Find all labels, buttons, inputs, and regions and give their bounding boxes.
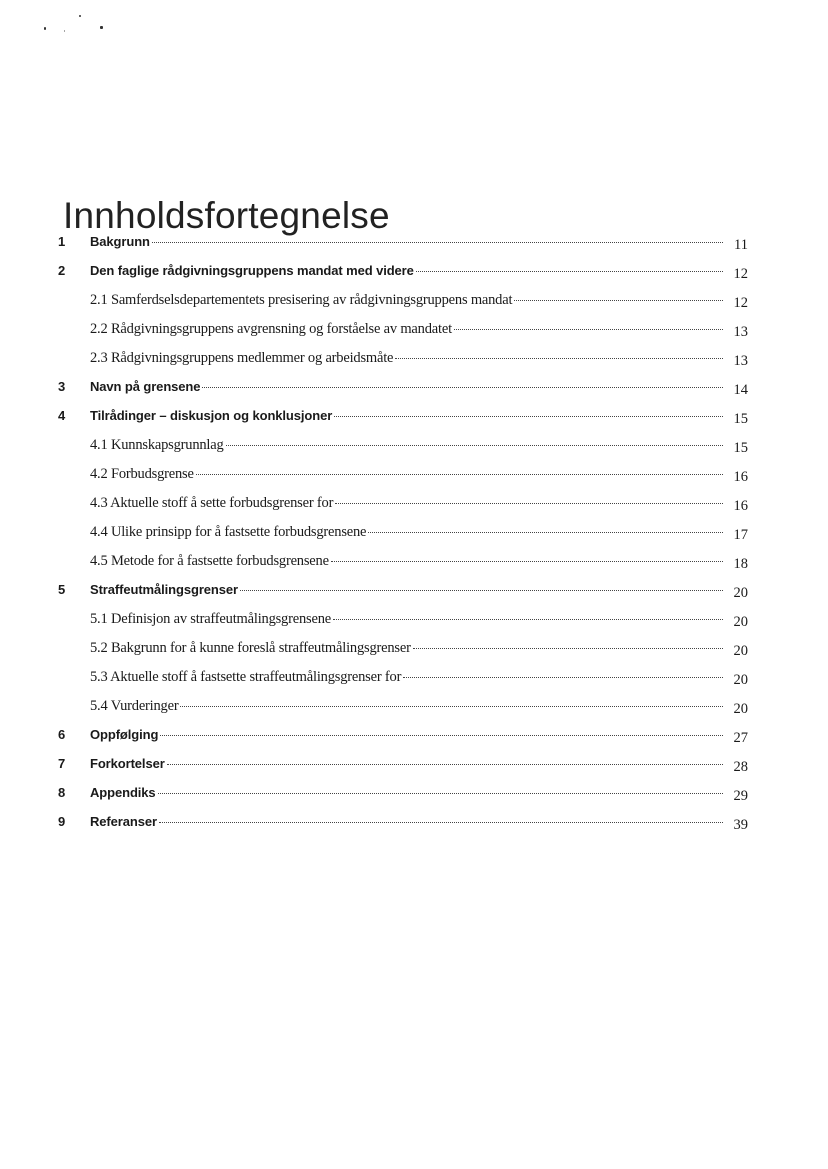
dot-leader xyxy=(334,416,723,417)
toc-page-number: 29 xyxy=(733,788,748,804)
dot-leader xyxy=(158,793,723,794)
toc-section-entry[interactable] xyxy=(58,669,748,698)
toc-entry-label: Tilrådinger – diskusjon og konklusjoner xyxy=(90,408,333,423)
toc-page-number: 28 xyxy=(733,759,748,775)
toc-entry-label: 4.1 Kunnskapsgrunnlag xyxy=(90,437,224,453)
dot-leader xyxy=(152,242,723,243)
toc-entry-label: 4.2 Forbudsgrense xyxy=(90,466,194,482)
toc-entry-label: 2.2 Rådgivningsgruppens avgrensning og forståelse av mandatet xyxy=(90,321,452,337)
toc-page-number: 20 xyxy=(733,585,748,601)
toc-page-number: 13 xyxy=(733,324,748,340)
toc-page-number: 12 xyxy=(733,266,748,282)
dot-leader xyxy=(395,358,723,359)
toc-entry-label: 4.5 Metode for å fastsette forbudsgrensene xyxy=(90,553,329,569)
toc-entry-label: Bakgrunn xyxy=(90,234,150,249)
toc-entry-label: 2.1 Samferdselsdepartementets presisering av rådgivningsgruppens mandat xyxy=(90,292,513,308)
toc-entry-label: 4.4 Ulike prinsipp for å fastsette forbudsgrensene xyxy=(90,524,367,540)
toc-section-entry[interactable] xyxy=(58,466,748,495)
dot-leader xyxy=(196,474,723,475)
dot-leader xyxy=(514,300,723,301)
toc-chapter-entry[interactable] xyxy=(58,408,748,437)
toc-entry-label: Appendiks xyxy=(90,785,156,800)
dot-leader xyxy=(335,503,723,504)
toc-page-number: 15 xyxy=(733,411,748,427)
toc-page-number: 20 xyxy=(733,672,748,688)
toc-entry-label: Referanser xyxy=(90,814,157,829)
toc-section-entry[interactable] xyxy=(58,640,748,669)
toc-section-entry[interactable] xyxy=(58,495,748,524)
toc-chapter-entry[interactable] xyxy=(58,234,748,263)
dot-leader xyxy=(160,735,723,736)
toc-section-entry[interactable] xyxy=(58,553,748,582)
toc-entry-label: Navn på grensene xyxy=(90,379,201,394)
dot-leader xyxy=(333,619,723,620)
toc-entry-label: 2.3 Rådgivningsgruppens medlemmer og arbeidsmåte xyxy=(90,350,394,366)
toc-page-number: 15 xyxy=(733,440,748,456)
dot-leader xyxy=(226,445,723,446)
toc-section-entry[interactable] xyxy=(58,437,748,466)
toc-chapter-number: 9 xyxy=(58,814,66,829)
dot-leader xyxy=(180,706,723,707)
toc-page-number: 12 xyxy=(733,295,748,311)
toc-chapter-number: 8 xyxy=(58,785,66,800)
toc-chapter-entry[interactable] xyxy=(58,263,748,292)
toc-entry-label: Den faglige rådgivningsgruppens mandat med videre xyxy=(90,263,414,278)
toc-entry-label: Forkortelser xyxy=(90,756,165,771)
toc-entry-label: Straffeutmålingsgrenser xyxy=(90,582,238,597)
dot-leader xyxy=(167,764,723,765)
toc-chapter-entry[interactable] xyxy=(58,379,748,408)
toc-page-number: 27 xyxy=(733,730,748,746)
toc-entry-label: 5.3 Aktuelle stoff å fastsette straffeutmålingsgrenser for xyxy=(90,669,402,685)
dot-leader xyxy=(159,822,723,823)
toc-section-entry[interactable] xyxy=(58,524,748,553)
toc-chapter-entry[interactable] xyxy=(58,814,748,843)
toc-chapter-number: 6 xyxy=(58,727,66,742)
dot-leader xyxy=(416,271,723,272)
toc-chapter-number: 1 xyxy=(58,234,66,249)
toc-page-number: 20 xyxy=(733,614,748,630)
toc-chapter-number: 3 xyxy=(58,379,66,394)
dot-leader xyxy=(454,329,723,330)
toc-chapter-entry[interactable] xyxy=(58,727,748,756)
toc-chapter-number: 4 xyxy=(58,408,66,423)
toc-entry-label: 5.2 Bakgrunn for å kunne foreslå straffeutmålingsgrenser xyxy=(90,640,411,656)
toc-chapter-number: 2 xyxy=(58,263,66,278)
dot-leader xyxy=(331,561,723,562)
dot-leader xyxy=(413,648,723,649)
toc-entry-label: 5.1 Definisjon av straffeutmålingsgrensene xyxy=(90,611,331,627)
toc-entry-label: 5.4 Vurderinger xyxy=(90,698,179,714)
scan-specks xyxy=(0,0,200,60)
toc-chapter-number: 7 xyxy=(58,756,66,771)
toc-chapter-number: 5 xyxy=(58,582,66,597)
toc-entry-label: 4.3 Aktuelle stoff å sette forbudsgrenser for xyxy=(90,495,334,511)
toc-page-number: 39 xyxy=(733,817,748,833)
toc-chapter-entry[interactable] xyxy=(58,756,748,785)
dot-leader xyxy=(368,532,723,533)
toc-page-number: 13 xyxy=(733,353,748,369)
toc-section-entry[interactable] xyxy=(58,292,748,321)
dot-leader xyxy=(240,590,723,591)
toc-page-number: 20 xyxy=(733,643,748,659)
toc-page-number: 11 xyxy=(734,237,748,253)
page-title: Innholdsfortegnelse xyxy=(63,194,390,236)
toc-section-entry[interactable] xyxy=(58,611,748,640)
toc-page-number: 16 xyxy=(733,469,748,485)
toc-page-number: 18 xyxy=(733,556,748,572)
toc-section-entry[interactable] xyxy=(58,321,748,350)
toc-section-entry[interactable] xyxy=(58,698,748,727)
toc-chapter-entry[interactable] xyxy=(58,582,748,611)
dot-leader xyxy=(403,677,723,678)
toc-page-number: 20 xyxy=(733,701,748,717)
toc-page-number: 17 xyxy=(733,527,748,543)
table-of-contents xyxy=(58,234,748,843)
toc-page-number: 16 xyxy=(733,498,748,514)
toc-page-number: 14 xyxy=(733,382,748,398)
dot-leader xyxy=(202,387,723,388)
toc-section-entry[interactable] xyxy=(58,350,748,379)
toc-entry-label: Oppfølging xyxy=(90,727,159,742)
toc-chapter-entry[interactable] xyxy=(58,785,748,814)
